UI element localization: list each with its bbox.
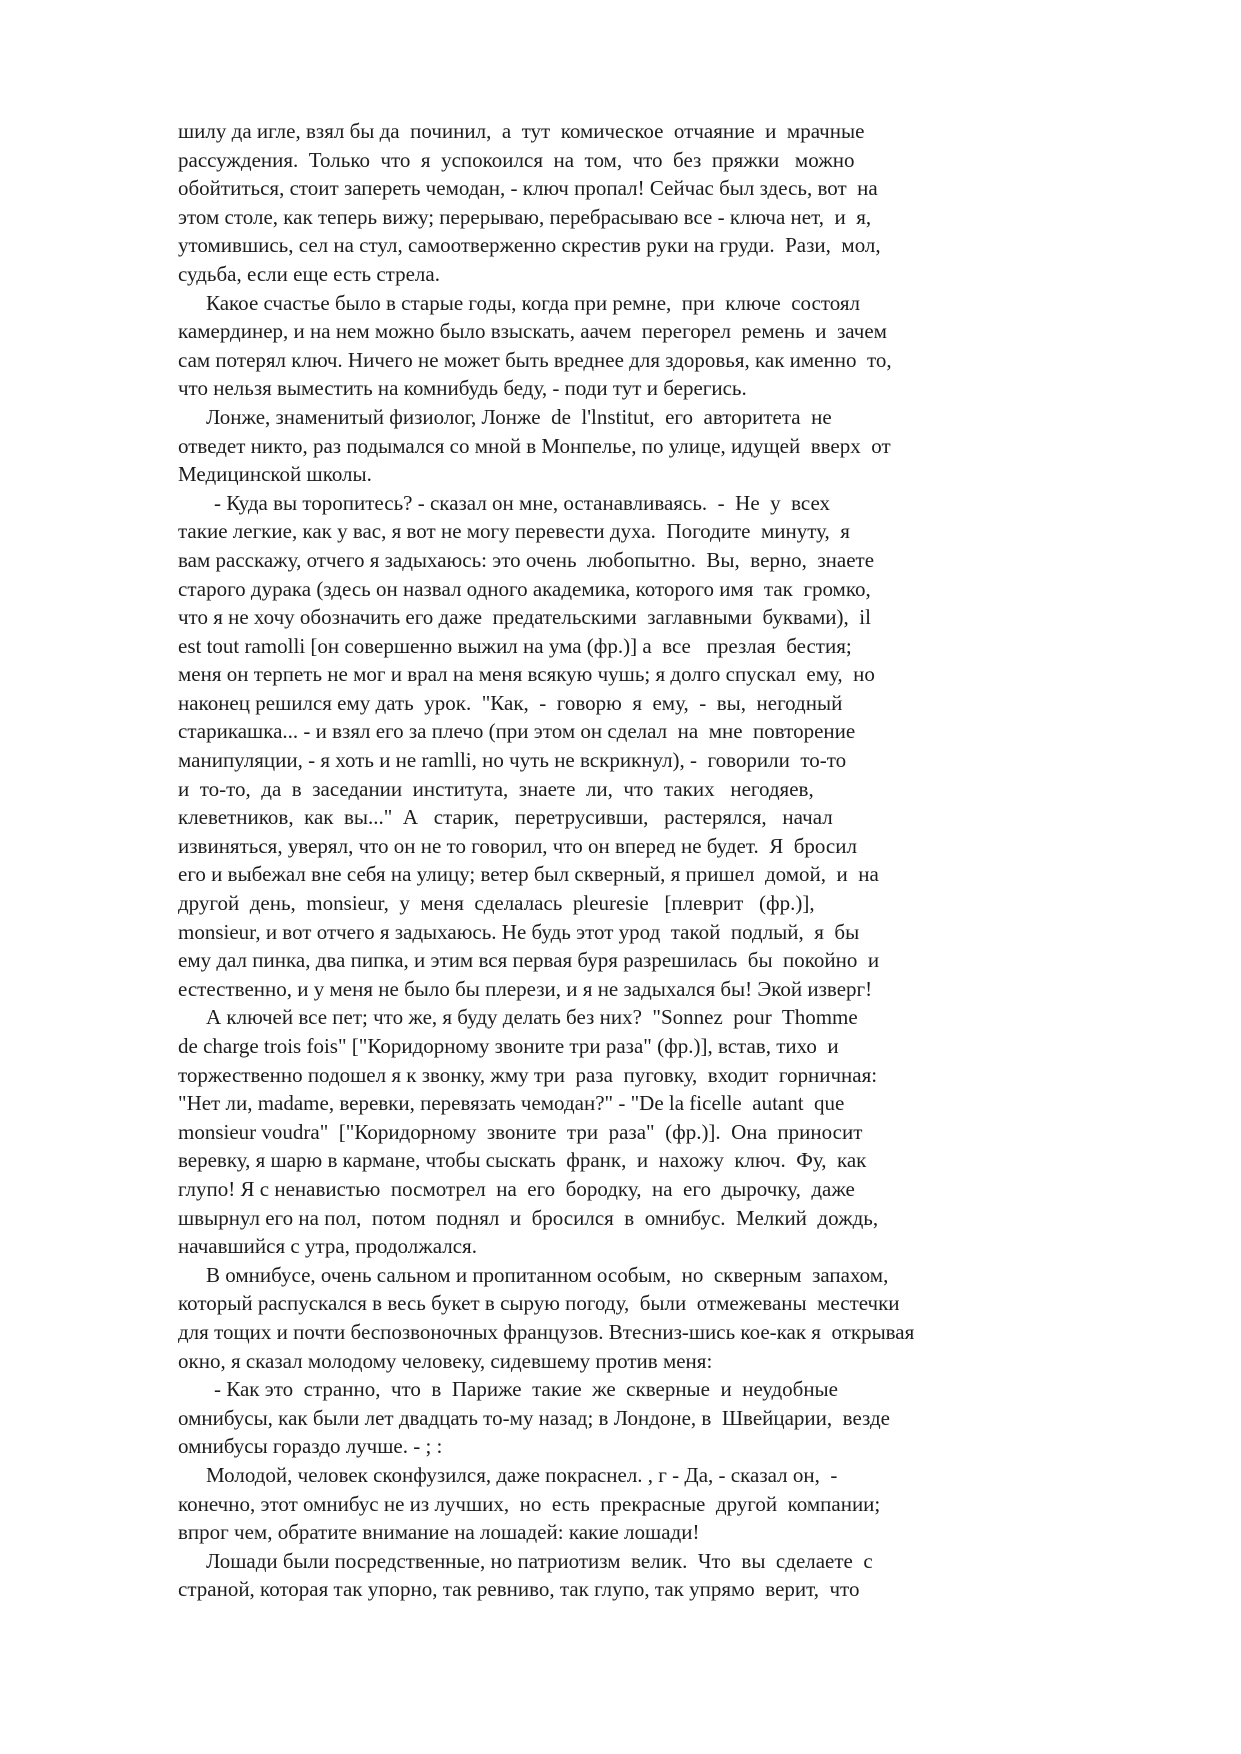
- text-line: омнибусы гораздо лучше. - ; :: [178, 1434, 443, 1459]
- text-line: веревку, я шарю в кармане, чтобы сыскать франк, и нахожу ключ. Фу, как: [178, 1148, 867, 1173]
- text-line: Молодой, человек сконфузился, даже покраснел. , г - Да, - сказал он, -: [206, 1462, 838, 1487]
- text-line: monsieur voudra" ["Коридорному звоните три раза" (фр.)]. Она приносит: [178, 1119, 863, 1144]
- text-line: естественно, и у меня не было бы плерези, и я не задыхался бы! Экой изверг!: [178, 976, 873, 1001]
- text-line: другой день, monsieur, у меня сделалась pleuresie [плеврит (фр.)],: [178, 891, 815, 916]
- text-line: омнибусы, как были лет двадцать то-му назад; в Лондоне, в Швейцарии, везде: [178, 1405, 890, 1430]
- text-line: сам потерял ключ. Ничего не может быть вреднее для здоровья, как именно то,: [178, 347, 892, 372]
- text-line: извиняться, уверял, что он не то говорил, что он вперед не будет. Я бросил: [178, 833, 857, 858]
- document-page: [178, 117, 1078, 1604]
- text-line: для тощих и почти беспозвоночных французов. Втесниз-шись кое-как я открывая: [178, 1319, 915, 1344]
- text-line: est tout ramolli [он совершенно выжил на ума (фр.)] а все презлая бестия;: [178, 633, 852, 658]
- text-line: старикашка... - и взял его за плечо (при этом он сделал на мне повторение: [178, 719, 856, 744]
- text-line: наконец решился ему дать урок. "Как, - говорю я ему, - вы, негодный: [178, 690, 843, 715]
- text-line: торжественно подошел я к звонку, жму три раза пуговку, входит горничная:: [178, 1062, 878, 1087]
- text-line: - Куда вы торопитесь? - сказал он мне, останавливаясь. - Не у всех: [214, 490, 831, 515]
- text-line: шилу да игле, взял бы да починил, а тут комическое отчаяние и мрачные: [178, 119, 865, 143]
- text-line: такие легкие, как у вас, я вот не могу перевести духа. Погодите минуту, я: [178, 519, 850, 544]
- text-line: судьба, если еще есть стрела.: [178, 261, 440, 286]
- text-line: окно, я сказал молодому человеку, сидевшему против меня:: [178, 1348, 713, 1373]
- text-line: - Как это странно, что в Париже такие же скверные и неудобные: [214, 1377, 838, 1402]
- text-line: и то-то, да в заседании института, знаете ли, что таких негодяев,: [178, 776, 814, 801]
- text-line: впрог чем, обратите внимание на лошадей: какие лошади!: [178, 1520, 700, 1545]
- text-line: ему дал пинка, два пипка, и этим вся первая буря разрешилась бы покойно и: [178, 948, 880, 973]
- text-line: который распускался в весь букет в сырую погоду, были отмежеваны местечки: [178, 1291, 900, 1316]
- text-line: вам расскажу, отчего я задыхаюсь: это очень любопытно. Вы, верно, знаете: [178, 547, 875, 572]
- text-line: "Нет ли, madame, веревки, перевязать чемодан?" - "De la ficelle autant que: [178, 1091, 845, 1116]
- text-line: глупо! Я с ненавистью посмотрел на его бородку, на его дырочку, даже: [178, 1176, 855, 1201]
- text-line: рассуждения. Только что я успокоился на том, что без пряжки можно: [178, 147, 855, 172]
- text-line: конечно, этот омнибус не из лучших, но есть прекрасные другой компании;: [178, 1491, 881, 1516]
- text-line: Лонже, знаменитый физиолог, Лонже de l'lnstitut, его авторитета не: [206, 404, 832, 429]
- text-line: швырнул его на пол, потом поднял и бросился в омнибус. Мелкий дождь,: [178, 1205, 879, 1230]
- text-line: отведет никто, раз подымался со мной в Монпелье, по улице, идущей вверх от: [178, 433, 891, 458]
- text-line: старого дурака (здесь он назвал одного академика, которого имя так громко,: [178, 576, 871, 601]
- text-line: Медицинской школы.: [178, 462, 372, 487]
- text-line: Лошади были посредственные, но патриотизм велик. Что вы сделаете с: [206, 1548, 873, 1573]
- text-line: манипуляции, - я хоть и не ramlli, но чуть не вскрикнул), - говорили то-то: [178, 748, 847, 773]
- text-line: начавшийся с утра, продолжался.: [178, 1234, 477, 1259]
- text-line: камердинер, и на нем можно было взыскать, аачем перегорел ремень и зачем: [178, 319, 887, 344]
- text-line: меня он терпеть не мог и врал на меня всякую чушь; я долго спускал ему, но: [178, 662, 875, 687]
- text-line: В омнибусе, очень сальном и пропитанном особым, но скверным запахом,: [206, 1262, 889, 1287]
- text-line: de charge trois fois" ["Коридорному звоните три раза" (фр.)], встав, тихо и: [178, 1034, 839, 1058]
- text-line: А ключей все пет; что же, я буду делать без них? "Sonnez pour Thomme: [206, 1005, 858, 1030]
- text-line: обойтиться, стоит запереть чемодан, - ключ пропал! Сейчас был здесь, вот на: [178, 176, 878, 201]
- text-line: клеветников, как вы..." А старик, перетрусивши, растерялся, начал: [178, 805, 833, 830]
- text-line: утомившись, сел на стул, самоотверженно скрестив руки на груди. Рази, мол,: [178, 233, 881, 258]
- text-line: этом столе, как теперь вижу; перерываю, перебрасываю все - ключа нет, и я,: [178, 204, 872, 229]
- text-line: monsieur, и вот отчего я задыхаюсь. Не будь этот урод такой подлый, я бы: [178, 919, 860, 944]
- text-line: страной, которая так упорно, так ревниво, так глупо, так упрямо верит, что: [178, 1577, 860, 1602]
- text-line: его и выбежал вне себя на улицу; ветер был скверный, я пришел домой, и на: [178, 862, 879, 887]
- text-line: что я не хочу обозначить его даже предательскими заглавными буквами), il: [178, 605, 871, 630]
- text-line: Какое счастье было в старые годы, когда при ремне, при ключе состоял: [206, 290, 861, 315]
- text-line: что нельзя выместить на комнибудь беду, - поди тут и берегись.: [178, 376, 747, 401]
